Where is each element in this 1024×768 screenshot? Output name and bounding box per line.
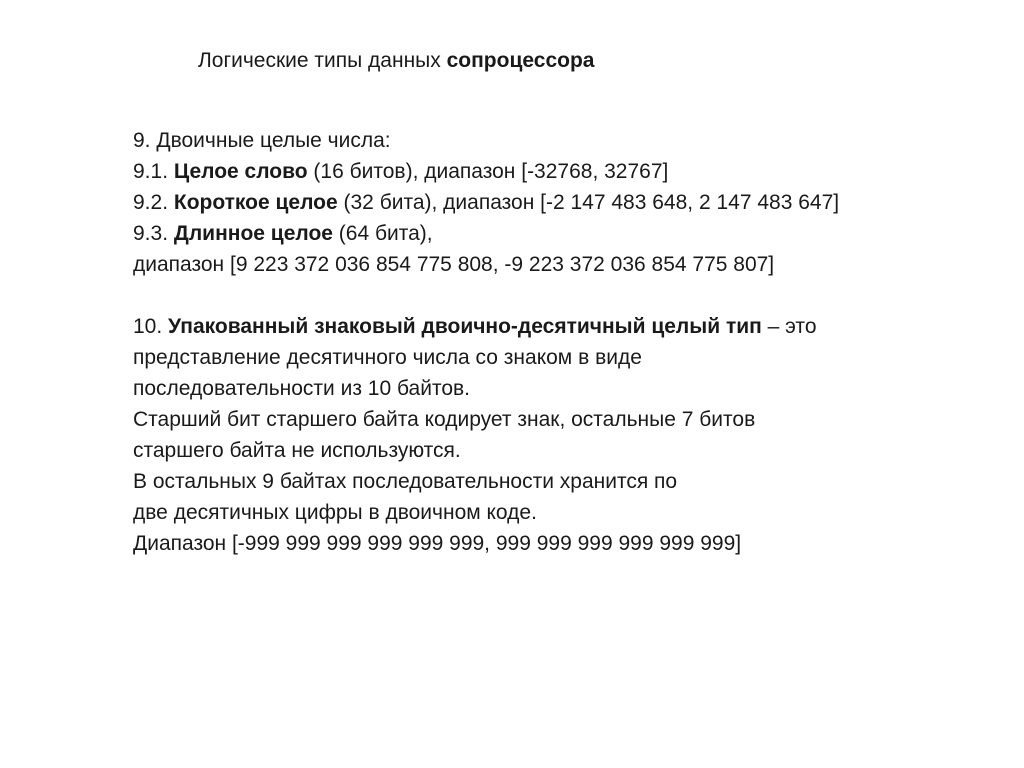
section10-line3: последовательности из 10 байтов.	[133, 377, 471, 400]
slide-body	[133, 125, 839, 559]
section9-item1	[133, 156, 839, 187]
section10-term: Упакованный знаковый двоично-десятичный целый тип	[168, 315, 762, 338]
item3-desc: (64 бита),	[332, 222, 433, 245]
paragraph-gap	[133, 280, 839, 311]
title-prefix: Логические типы данных	[198, 49, 447, 72]
section10-line4: Старший бит старшего байта кодирует знак, остальные 7 битов	[133, 408, 756, 431]
slide-title	[198, 47, 594, 75]
item1-num: 9.1.	[133, 160, 174, 183]
item1-desc: (16 битов), диапазон [-32768, 32767]	[307, 160, 669, 183]
section9-item3-range: диапазон [9 223 372 036 854 775 808, -9 223 372 036 854 775 807]	[133, 253, 775, 276]
item3-term: Длинное целое	[173, 222, 333, 245]
section10-dash: – это	[761, 315, 817, 338]
section10-line7: две десятичных цифры в двоичном коде.	[133, 501, 537, 524]
item2-num: 9.2.	[133, 191, 174, 214]
section10-line8: Диапазон [-999 999 999 999 999 999, 999 999 999 999 999 999]	[133, 532, 742, 555]
item2-term: Короткое целое	[173, 191, 338, 214]
title-bold: сопроцессора	[446, 49, 595, 72]
section9-item3	[133, 218, 839, 249]
section10-line2: представление десятичного числа со знаком в виде	[133, 346, 642, 369]
section10-num: 10.	[133, 315, 169, 338]
item3-num: 9.3.	[133, 222, 174, 245]
item1-term: Целое слово	[173, 160, 308, 183]
section10-line6: В остальных 9 байтах последовательности хранится по	[133, 470, 678, 493]
item2-desc: (32 бита), диапазон [-2 147 483 648, 2 147 483 647]	[337, 191, 840, 214]
section9-heading: 9. Двоичные целые числа:	[133, 129, 391, 152]
section10-heading	[133, 311, 839, 342]
section9-item2	[133, 187, 839, 218]
section10-line5: старшего байта не используются.	[133, 439, 461, 462]
